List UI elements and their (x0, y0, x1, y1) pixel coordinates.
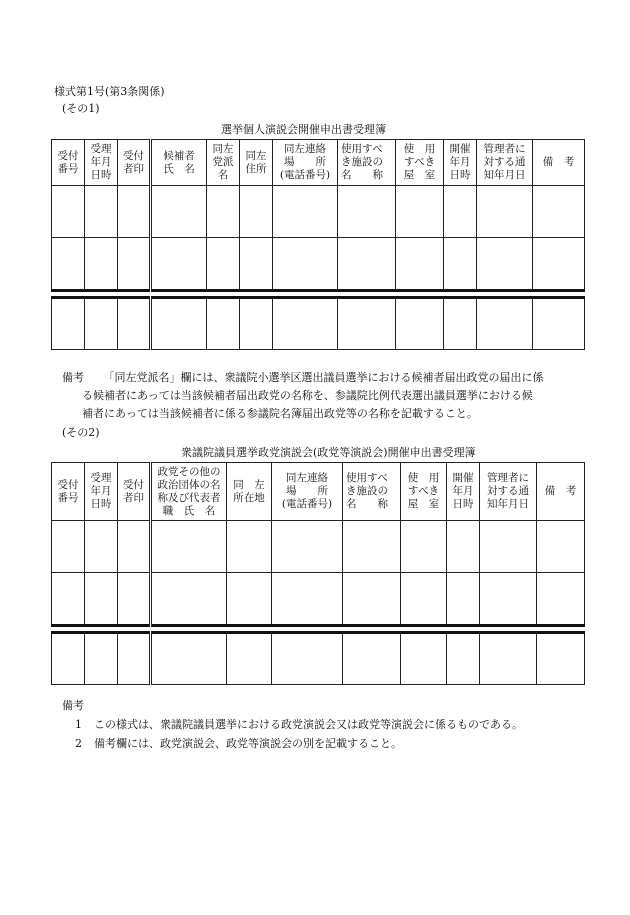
table2-note-label: 備考 (62, 699, 84, 712)
part2-label: (その2) (62, 426, 100, 439)
table1-note-line: 補者にあっては当該候補者に係る参議院名簿届出政党等の名称を記載すること。 (82, 407, 478, 420)
table2-title: 衆議院議員選挙政党演説会(政党等演説会)開催申出書受理簿 (181, 446, 476, 459)
table2-header-cell: 管理者に 対する通 知年月日 (480, 463, 537, 521)
table1-header-cell: 同左 住所 (240, 140, 273, 186)
table1-header-cell: 使用すべ き施設の 名 称 (338, 140, 396, 186)
table2-note-item (75, 735, 402, 753)
table1-header-cell: 同左連絡 場 所 (電話番号) (273, 140, 338, 186)
table1-title: 選挙個人演説会開催申出書受理簿 (221, 123, 386, 136)
table1-note (62, 369, 544, 387)
table1-header-cell: 備 考 (533, 140, 585, 186)
table1-header-cell: 開催 年月 日時 (444, 140, 477, 186)
table1-header-cell: 受付 者印 (118, 140, 151, 186)
table2-header-cell: 政党その他の 政治団体の名 称及び代表者 職 氏 名 (151, 463, 227, 521)
table1-note-line: る候補者にあっては当該候補者届出政党の名称を、参議院比例代表選出議員選挙における候 (82, 389, 533, 402)
table1-header-cell: 受付 番号 (52, 140, 85, 186)
table1-header-cell: 候補者 氏 名 (151, 140, 207, 186)
table1-header-cell: 管理者に 対する通 知年月日 (477, 140, 533, 186)
table2-note-item (75, 716, 523, 734)
table-row (52, 521, 585, 573)
table2-header-cell: 受理 年月 日時 (85, 463, 118, 521)
table1-header-cell: 受理 年月 日時 (85, 140, 118, 186)
table2-header-row (52, 463, 585, 521)
table1-header-cell: 使 用 すべき 屋 室 (396, 140, 444, 186)
table1-note-line: 「同左党派名」欄には、衆議院小選挙区選出議員選挙における候補者届出政党の届出に係 (103, 371, 544, 384)
table-row (52, 298, 585, 350)
table-row (52, 633, 585, 685)
table2-header-cell: 開催 年月 日時 (447, 463, 480, 521)
table-break-separator (52, 626, 585, 633)
table2-header-cell: 使 用 すべき 屋 室 (401, 463, 447, 521)
table1 (51, 139, 585, 350)
table-break-separator (52, 291, 585, 298)
table2-header-cell: 受付 者印 (118, 463, 151, 521)
table2-header-cell: 受付 番号 (52, 463, 85, 521)
note-number: 2 (75, 737, 82, 750)
note-number: 1 (75, 718, 82, 731)
table1-header-cell: 同左 党派 名 (207, 140, 240, 186)
table2-header-cell: 備 考 (537, 463, 585, 521)
form-number: 様式第1号(第3条関係) (54, 85, 165, 98)
table-row (52, 186, 585, 238)
table2-header-cell: 使用すべ き施設の 名 称 (343, 463, 401, 521)
table1-note-label: 備考 (62, 371, 84, 384)
table-row (52, 238, 585, 291)
part1-label: (その1) (62, 102, 100, 115)
table-row (52, 573, 585, 626)
note-text: この様式は、衆議院議員選挙における政党演説会又は政党等演説会に係るものである。 (94, 718, 523, 731)
table2 (51, 462, 585, 685)
table1-header-row (52, 140, 585, 186)
table2-header-cell: 同 左 所在地 (227, 463, 272, 521)
table2-header-cell: 同左連絡 場 所 (電話番号) (272, 463, 343, 521)
note-text: 備考欄には、政党演説会、政党等演説会の別を記載すること。 (94, 737, 402, 750)
